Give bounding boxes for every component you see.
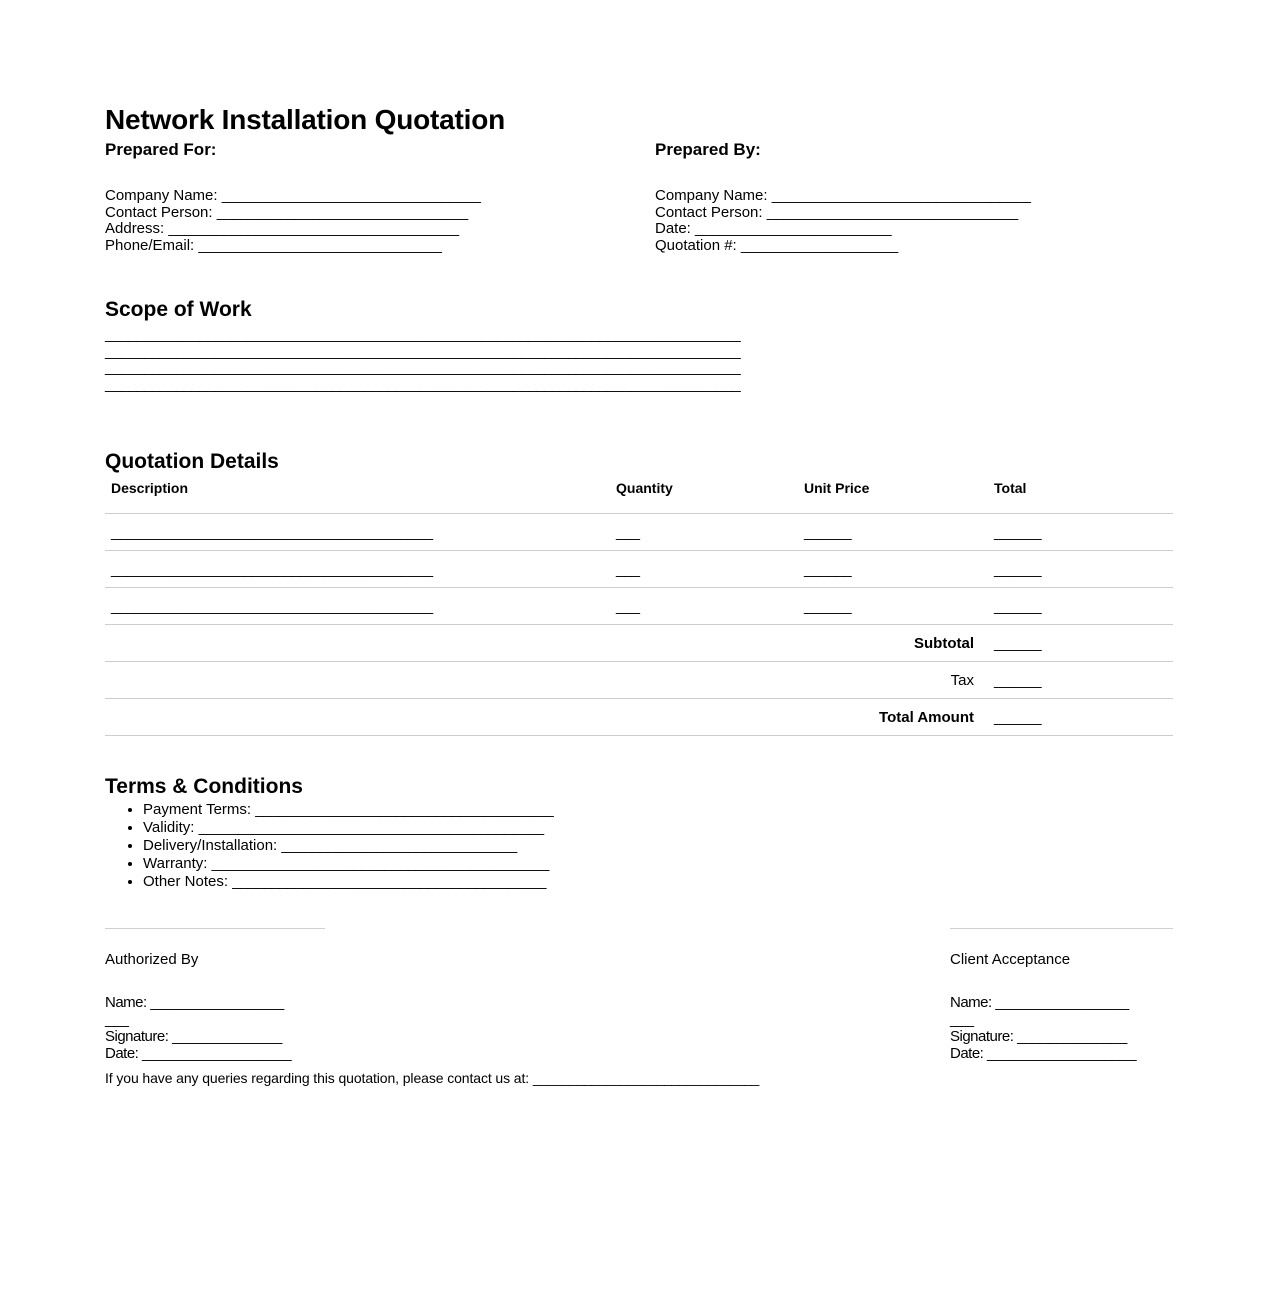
list-item [143, 855, 553, 873]
signature-divider [105, 928, 325, 929]
cell-empty [610, 662, 798, 699]
cell-total[interactable]: ______ [988, 588, 1173, 625]
field-blank-line[interactable]: _________________________________ [771, 187, 1031, 204]
table-row [105, 588, 1173, 625]
field-label: Company Name: [655, 187, 768, 204]
list-item [143, 819, 553, 837]
term-blank-line[interactable]: ___________________________________________ [211, 855, 549, 872]
cell-total[interactable]: ______ [988, 551, 1173, 588]
table-body [105, 514, 1173, 736]
table-row [105, 514, 1173, 551]
field-blank-line[interactable]: ________________________________ [216, 203, 468, 221]
cell-description[interactable]: _________________________________________ [105, 514, 610, 551]
total-amount-label: Total Amount [798, 699, 988, 736]
quotation-details-table [105, 480, 1173, 736]
column-header-description: Description [111, 480, 189, 496]
cell-description[interactable]: _________________________________________ [105, 551, 610, 588]
footer-contact-note [105, 1070, 759, 1087]
date-label: Date: [105, 1045, 139, 1062]
field-label: Quotation #: [655, 236, 737, 254]
authorized-signature-field [105, 1028, 505, 1045]
field-phone-email-for [105, 238, 625, 255]
cell-empty [610, 625, 798, 662]
cell-description[interactable]: _________________________________________ [105, 588, 610, 625]
term-blank-line[interactable]: ______________________________________ [255, 801, 554, 818]
client-date-field [950, 1045, 1210, 1062]
tax-label: Tax [798, 662, 988, 699]
field-quotation-number [655, 238, 1195, 255]
table-header [105, 480, 1173, 514]
cell-quantity[interactable]: ___ [610, 514, 798, 551]
field-label: Contact Person: [655, 203, 763, 221]
field-blank-line[interactable]: _______________________________ [198, 236, 442, 254]
list-item [143, 873, 553, 891]
term-label: Validity: [143, 819, 195, 836]
list-item [143, 801, 553, 819]
scope-line[interactable]: _________________________________________________________________________________ [105, 326, 741, 343]
term-blank-line[interactable]: ____________________________________________ [198, 819, 544, 836]
page-title: Network Installation Quotation [105, 103, 506, 135]
scope-of-work-lines [105, 327, 805, 393]
name-label: Name: [950, 994, 992, 1011]
client-name-field [950, 994, 1135, 1028]
term-label: Warranty: [143, 855, 208, 872]
scope-line[interactable]: _________________________________________________________________________________ [105, 359, 741, 376]
column-header-total: Total [994, 480, 1027, 496]
authorized-by-block [105, 928, 505, 1062]
cell-quantity[interactable]: ___ [610, 588, 798, 625]
signature-label: Signature: [950, 1028, 1014, 1045]
prepared-for-heading: Prepared For: [105, 140, 217, 159]
cell-empty [610, 699, 798, 736]
subtotal-label: Subtotal [798, 625, 988, 662]
field-label: Phone/Email: [105, 236, 195, 254]
term-label: Delivery/Installation: [143, 837, 278, 854]
prepared-by-block [655, 140, 1195, 254]
field-label: Address: [105, 220, 165, 237]
signature-blank-line[interactable]: ______________ [172, 1028, 282, 1045]
total-amount-value[interactable]: ______ [988, 699, 1173, 736]
field-date-by [655, 221, 1195, 238]
cell-quantity[interactable]: ___ [610, 551, 798, 588]
footer-text: If you have any queries regarding this quotation, please contact us at: [105, 1070, 530, 1086]
prepared-for-block [105, 140, 625, 254]
subtotal-row [105, 625, 1173, 662]
cell-unit-price[interactable]: ______ [798, 588, 988, 625]
authorized-date-field [105, 1045, 505, 1062]
field-blank-line[interactable]: _________________________ [695, 220, 892, 237]
field-contact-person-by [655, 205, 1195, 222]
signature-blank-line[interactable]: ______________ [1017, 1028, 1127, 1045]
table-row [105, 551, 1173, 588]
list-item [143, 837, 553, 855]
date-blank-line[interactable]: ___________________ [142, 1045, 292, 1062]
terms-and-conditions-heading: Terms & Conditions [105, 775, 303, 799]
name-blank-line[interactable]: ____________________ [105, 994, 284, 1028]
date-label: Date: [950, 1045, 984, 1062]
field-blank-line[interactable]: ________________________________ [766, 203, 1018, 221]
field-label: Company Name: [105, 187, 218, 204]
scope-line[interactable]: _________________________________________________________________________________ [105, 342, 741, 360]
term-blank-line[interactable]: ______________________________ [281, 837, 517, 854]
field-label: Date: [655, 220, 691, 237]
total-amount-row [105, 699, 1173, 736]
signature-label: Signature: [105, 1028, 169, 1045]
authorized-by-role: Authorized By [105, 951, 199, 968]
field-contact-person-for [105, 205, 625, 222]
cell-empty [105, 699, 610, 736]
tax-value[interactable]: ______ [988, 662, 1173, 699]
field-company-name-for [105, 188, 625, 205]
name-blank-line[interactable]: ____________________ [950, 994, 1129, 1028]
scope-line[interactable]: _________________________________________________________________________________ [105, 375, 741, 393]
authorized-name-field [105, 994, 290, 1028]
table-header-row [105, 480, 1173, 514]
cell-empty [105, 662, 610, 699]
quotation-details-heading: Quotation Details [105, 450, 279, 474]
client-signature-field [950, 1028, 1210, 1045]
field-blank-line[interactable]: ____________________ [740, 236, 898, 254]
cell-unit-price[interactable]: ______ [798, 514, 988, 551]
field-blank-line[interactable]: _____________________________________ [168, 220, 459, 237]
prepared-by-heading: Prepared By: [655, 140, 761, 159]
scope-of-work-heading: Scope of Work [105, 298, 252, 322]
client-acceptance-block [950, 928, 1210, 1062]
cell-empty [105, 625, 610, 662]
term-blank-line[interactable]: ________________________________________ [232, 873, 546, 890]
field-blank-line[interactable]: _________________________________ [221, 187, 481, 204]
cell-unit-price[interactable]: ______ [798, 551, 988, 588]
terms-list [105, 801, 553, 891]
name-label: Name: [105, 994, 147, 1011]
column-header-quantity: Quantity [616, 480, 673, 496]
column-header-unit-price: Unit Price [804, 480, 870, 496]
term-label: Payment Terms: [143, 801, 252, 818]
subtotal-value[interactable]: ______ [988, 625, 1173, 662]
client-acceptance-role: Client Acceptance [950, 951, 1071, 968]
footer-blank-line[interactable]: _______________________________ [532, 1070, 759, 1086]
field-label: Contact Person: [105, 203, 213, 221]
date-blank-line[interactable]: ___________________ [987, 1045, 1137, 1062]
signature-divider [950, 928, 1173, 929]
field-address-for [105, 221, 625, 238]
tax-row [105, 662, 1173, 699]
cell-total[interactable]: ______ [988, 514, 1173, 551]
term-label: Other Notes: [143, 873, 229, 890]
field-company-name-by [655, 188, 1195, 205]
